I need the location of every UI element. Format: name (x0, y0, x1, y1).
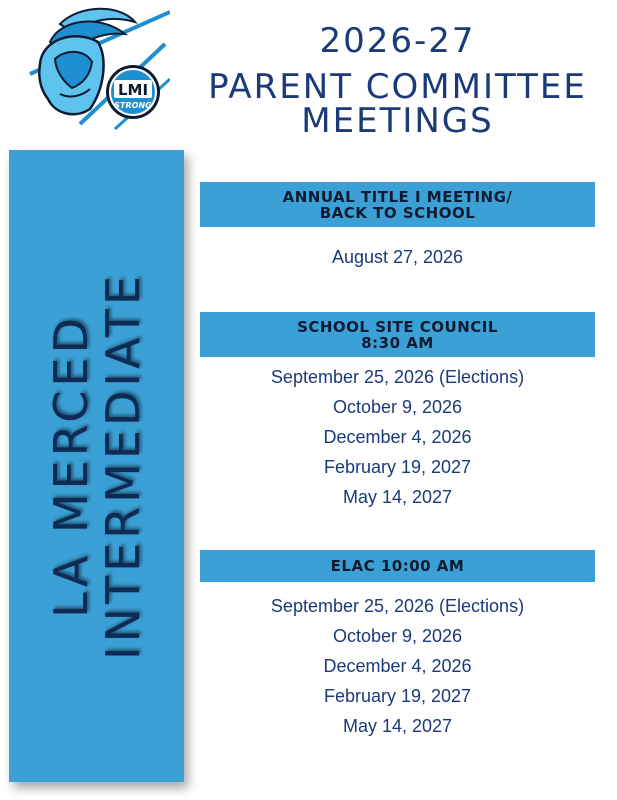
date-item: December 4, 2026 (323, 427, 472, 447)
date-item: May 14, 2027 (342, 716, 453, 736)
date-list-school-site-council (200, 362, 595, 512)
side-banner-line-2: INTERMEDIATE (95, 272, 150, 660)
date-item: October 9, 2026 (332, 626, 463, 646)
logo-badge-subtext: STRONG (114, 101, 152, 110)
title-year: 2026-27 (319, 21, 476, 61)
spartan-helmet-logo-icon (20, 4, 170, 134)
title-line-2: MEETINGS (301, 101, 494, 141)
side-banner-line-1: LA MERCED (43, 314, 98, 618)
logo-badge-text: LMI (117, 81, 149, 99)
section-header-line: BACK TO SCHOOL (319, 204, 476, 222)
date-item: December 4, 2026 (323, 656, 472, 676)
date-item: September 25, 2026 (Elections) (270, 596, 525, 616)
date-item: February 19, 2027 (323, 457, 472, 477)
date-item: February 19, 2027 (323, 686, 472, 706)
section-header-elac (200, 550, 595, 582)
title-line-1: PARENT COMMITTEE (208, 67, 587, 107)
section-header-school-site-council (200, 312, 595, 357)
section-header-title-one (200, 182, 595, 227)
date-item: August 27, 2026 (331, 247, 464, 267)
side-banner-text (45, 156, 149, 776)
date-item: October 9, 2026 (332, 397, 463, 417)
date-item: May 14, 2027 (342, 487, 453, 507)
section-header-line: SCHOOL SITE COUNCIL (297, 318, 498, 336)
section-header-line: 8:30 AM (361, 334, 434, 352)
date-item: September 25, 2026 (Elections) (270, 367, 525, 387)
date-list-title-one (200, 242, 595, 272)
section-header-line: ELAC 10:00 AM (330, 557, 465, 575)
date-list-elac (200, 591, 595, 741)
page-title (178, 21, 617, 141)
side-banner (9, 150, 184, 782)
section-header-line: ANNUAL TITLE I MEETING/ (282, 188, 513, 206)
